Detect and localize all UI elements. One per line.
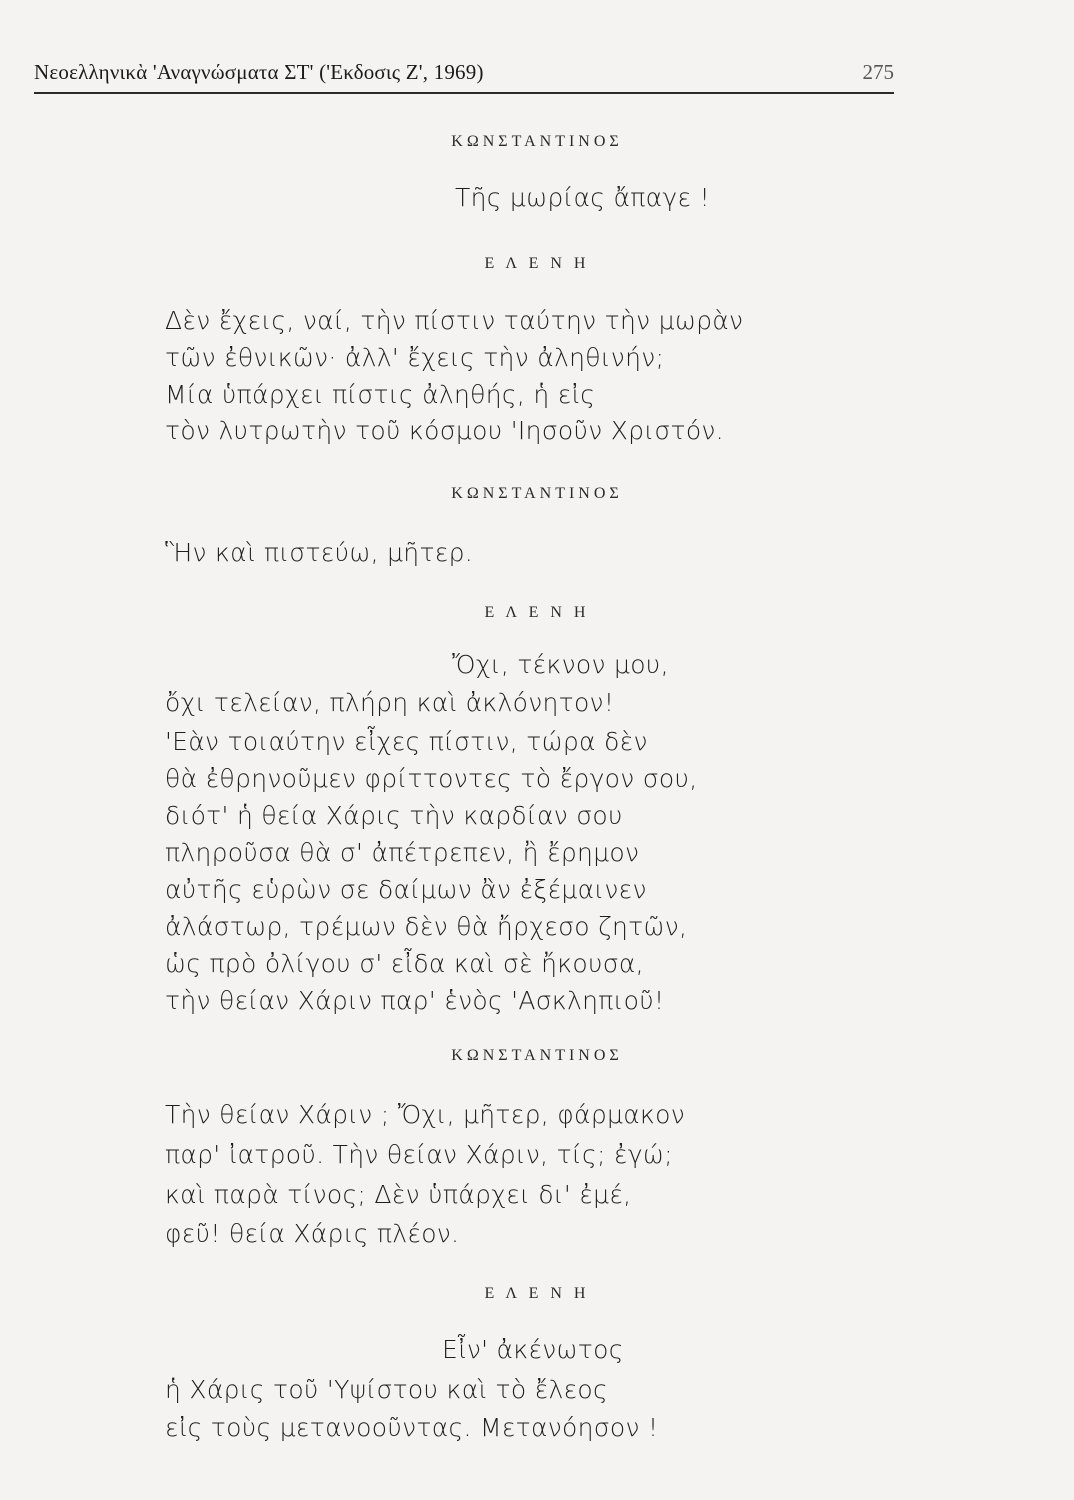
- verse-line: Ἣν καὶ πιστεύω, μῆτερ.: [165, 538, 474, 567]
- verse-line: διότ' ἡ θεία Χάρις τὴν καρδίαν σου: [165, 801, 623, 830]
- running-head: [34, 60, 894, 94]
- speaker-name: ΚΩΝΣΤΑΝΤΙΝΟΣ: [451, 485, 623, 502]
- verse-line: παρ' ἰατροῦ. Τὴν θείαν Χάριν, τίς; ἐγώ;: [165, 1140, 673, 1169]
- verse-line: ὡς πρὸ ὀλίγου σ' εἶδα καὶ σὲ ἤκουσα,: [165, 949, 644, 978]
- verse-line: θὰ ἐθρηνοῦμεν φρίττοντες τὸ ἔργον σου,: [165, 764, 698, 793]
- verse-line: φεῦ! θεία Χάρις πλέον.: [165, 1219, 460, 1248]
- verse-line: 'Εὰν τοιαύτην εἶχες πίστιν, τώρα δὲν: [165, 727, 648, 756]
- verse-line: Μία ὑπάρχει πίστις ἀληθής, ἡ εἰς: [165, 380, 596, 409]
- verse-line: Τῆς μωρίας ἄπαγε !: [455, 183, 710, 212]
- speaker-name: Ε Λ Ε Ν Η: [484, 604, 590, 621]
- verse-line: Τὴν θείαν Χάριν ; Ὄχι, μῆτερ, φάρμακον: [165, 1100, 685, 1129]
- speaker-name: Ε Λ Ε Ν Η: [484, 255, 590, 272]
- speaker-name: ΚΩΝΣΤΑΝΤΙΝΟΣ: [451, 133, 623, 150]
- page-number: 275: [862, 60, 894, 84]
- verse-line: πληροῦσα θὰ σ' ἀπέτρεπεν, ἢ ἔρημον: [165, 838, 640, 867]
- verse-line: ἡ Χάρις τοῦ 'Υψίστου καὶ τὸ ἔλεος: [165, 1375, 608, 1404]
- running-title: Νεοελληνικὰ 'Αναγνώσματα ΣΤ' ('Εκδοσις Ζ', 1969): [34, 60, 484, 84]
- speaker-name: Ε Λ Ε Ν Η: [484, 1285, 590, 1302]
- verse-line: τὴν θείαν Χάριν παρ' ἑνὸς 'Ασκληπιοῦ!: [165, 986, 665, 1015]
- verse-line: τὸν λυτρωτὴν τοῦ κόσμου 'Ιησοῦν Χριστόν.: [165, 416, 724, 445]
- speaker-name: ΚΩΝΣΤΑΝΤΙΝΟΣ: [451, 1047, 623, 1064]
- verse-line: Ὄχι, τέκνον μου,: [452, 650, 669, 679]
- verse-line: ἀλάστωρ, τρέμων δὲν θὰ ἤρχεσο ζητῶν,: [165, 912, 688, 941]
- verse-line: Δὲν ἔχεις, ναί, τὴν πίστιν ταύτην τὴν μωρὰν: [165, 306, 744, 335]
- verse-line: αὐτῆς εὑρὼν σε δαίμων ἂν ἐξέμαινεν: [165, 875, 647, 904]
- verse-line: εἰς τοὺς μετανοοῦντας. Μετανόησον !: [165, 1413, 659, 1442]
- verse-line: Εἶν' ἀκένωτος: [442, 1335, 624, 1364]
- verse-line: ὄχι τελείαν, πλήρη καὶ ἀκλόνητον!: [165, 688, 615, 717]
- verse-line: τῶν ἐθνικῶν· ἀλλ' ἔχεις τὴν ἀληθινήν;: [165, 343, 665, 372]
- verse-line: καὶ παρὰ τίνος; Δὲν ὑπάρχει δι' ἐμέ,: [165, 1180, 632, 1209]
